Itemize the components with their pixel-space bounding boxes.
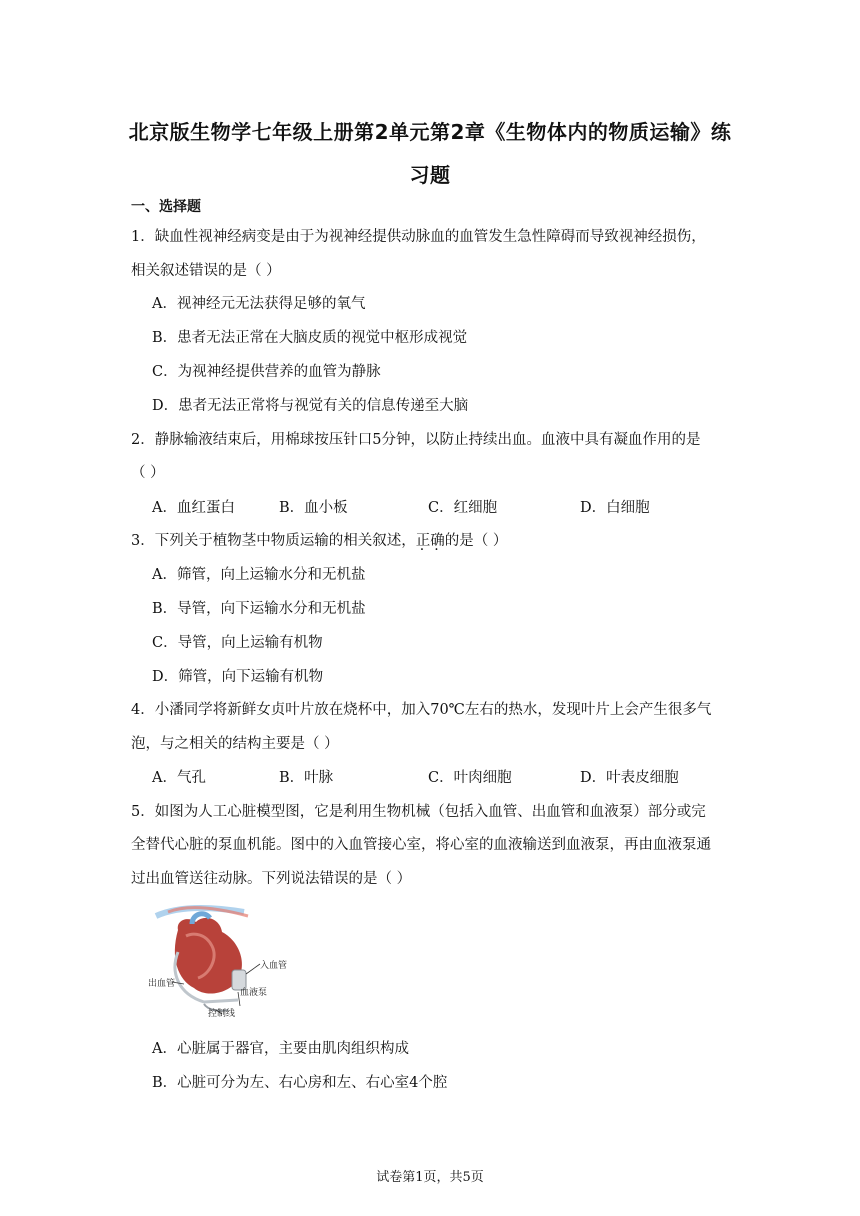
question-5-stem-line-3: 过出血管送往动脉。下列说法错误的是（ ）: [131, 871, 412, 887]
figure-label-control-wire: 控制线: [208, 1009, 236, 1019]
question-5-stem-line-1: 5．如图为人工心脏模型图，它是利用生物机械（包括入血管、出血管和血液泵）部分或完: [131, 804, 706, 820]
emphasis-char-2: 确: [430, 533, 445, 549]
question-3-stem-line-1: [131, 529, 507, 550]
question-2-option-c: C．红细胞: [428, 500, 498, 516]
question-2-option-d: D．白细胞: [580, 500, 650, 516]
question-1-option-a: A．视神经元无法获得足够的氧气: [152, 296, 366, 312]
question-2-option-b: B．血小板: [279, 500, 348, 516]
document-title-line-2: 习题: [409, 163, 451, 187]
question-4-option-d: D．叶表皮细胞: [580, 770, 679, 786]
figure-label-pump: 血液泵: [240, 988, 268, 998]
question-2-stem-line-2: （ ）: [131, 465, 165, 481]
question-4-option-c: C．叶肉细胞: [428, 770, 512, 786]
question-1-option-b: B．患者无法正常在大脑皮质的视觉中枢形成视觉: [152, 330, 468, 346]
question-2-stem-line-1: 2．静脉输液结束后，用棉球按压针口5分钟，以防止持续出血。血液中具有凝血作用的是: [131, 432, 701, 448]
question-1-stem-line-2: 相关叙述错误的是（ ）: [131, 263, 281, 279]
question-3-option-c: C．导管，向上运输有机物: [152, 635, 323, 651]
question-1-option-c: C．为视神经提供营养的血管为静脉: [152, 364, 381, 380]
question-4-stem-line-2: 泡，与之相关的结构主要是（ ）: [131, 736, 339, 752]
question-4-stem-line-1: 4．小潘同学将新鲜女贞叶片放在烧杯中，加入70℃左右的热水，发现叶片上会产生很多气: [131, 702, 712, 718]
question-3-option-b: B．导管，向下运输水分和无机盐: [152, 601, 366, 617]
question-1-option-d: D．患者无法正常将与视觉有关的信息传递至大脑: [152, 398, 469, 414]
question-3-stem-suffix: 的是（ ）: [444, 533, 508, 549]
question-5-option-a: A．心脏属于器官，主要由肌肉组织构成: [152, 1041, 409, 1057]
document-title-line-1: 北京版生物学七年级上册第2单元第2章《生物体内的物质运输》练: [128, 120, 732, 144]
question-5-option-b: B．心脏可分为左、右心房和左、右心室4个腔: [152, 1075, 448, 1091]
artificial-heart-figure: [148, 902, 298, 1020]
page-footer: 试卷第1页，共5页: [376, 1170, 484, 1185]
question-3-option-d: D．筛管，向下运输有机物: [152, 669, 324, 685]
section-heading: 一、选择题: [131, 199, 201, 215]
question-1-stem-line-1: 1．缺血性视神经病变是由于为视神经提供动脉血的血管发生急性障碍而导致视神经损伤，: [131, 229, 706, 245]
question-5-stem-line-2: 全替代心脏的泵血机能。图中的入血管接心室，将心室的血液输送到血液泵，再由血液泵通: [131, 837, 711, 853]
question-2-option-a: A．血红蛋白: [152, 500, 235, 516]
figure-label-out-vessel: 出血管: [148, 979, 176, 989]
question-3-option-a: A．筛管，向上运输水分和无机盐: [152, 567, 366, 583]
question-3-stem-prefix: 3．下列关于植物茎中物质运输的相关叙述，: [131, 533, 416, 549]
figure-label-in-vessel: 入血管: [260, 961, 288, 971]
emphasis-char-1: 正: [415, 533, 431, 549]
question-4-option-a: A．气孔: [152, 770, 206, 786]
question-4-option-b: B．叶脉: [279, 770, 334, 786]
